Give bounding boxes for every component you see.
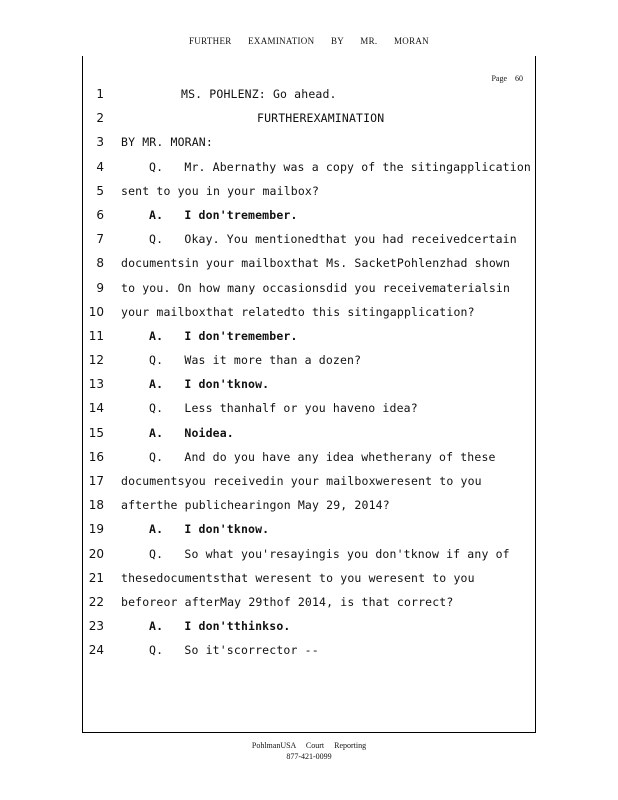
line-number: 21 [88,570,104,585]
line-number: 20 [88,546,104,561]
transcript-line: Q. Was it more than a dozen? [149,353,362,368]
page-number: Page 60 [491,74,523,83]
line-number: 5 [96,183,104,198]
transcript-line: BY MR. MORAN: [121,135,213,150]
transcript-line: documentsin your mailboxthat Ms. SacketPohlenzhad shown [121,256,511,271]
line-number: 16 [88,449,104,464]
line-number: 24 [88,643,104,658]
transcript-line: Q. Okay. You mentionedthat you had receivedcertain [149,232,517,247]
transcript-line: MS. POHLENZ: Go ahead. [181,87,337,101]
line-number: 8 [96,256,104,271]
line-number: 3 [96,135,104,150]
transcript-line: Q. And do you have any idea whetherany of these [149,449,496,464]
transcript-line: Q. Less thanhalf or you haveno idea? [149,401,418,416]
line-number: 23 [88,619,104,634]
transcript-line: A. Noidea. [149,425,234,440]
transcript-line: FURTHEREXAMINATION [257,111,385,126]
transcript-body [121,82,551,663]
line-number: 19 [88,522,104,537]
transcript-line: afterthe publichearingon May 29, 2014? [121,498,390,513]
transcript-line: documentsyou receivedin your mailboxweresent to you [121,474,482,488]
transcript-line: to you. On how many occasionsdid you receivematerialsin [121,280,511,295]
transcript-line: A. I don'tremember. [149,207,298,222]
transcript-line: A. I don'tremember. [149,328,298,343]
transcript-line: Q. So what you'resayingis you don'tknow if any of [149,546,510,561]
transcript-line: beforeor afterMay 29thof 2014, is that correct? [121,594,454,609]
transcript-line: A. I don'tknow. [149,522,270,537]
line-number: 15 [88,425,104,440]
line-number-column [84,82,104,663]
line-number: 13 [88,377,104,392]
line-number: 1 [96,87,104,101]
line-number: 10 [88,304,104,319]
line-number: 14 [88,401,104,416]
line-number: 17 [88,474,104,488]
line-number: 6 [96,207,104,222]
footer-company: PohlmanUSA Court Reporting [251,741,367,750]
line-number: 9 [96,280,104,295]
line-number: 2 [96,111,104,126]
page-footer [0,740,618,762]
line-number: 4 [96,159,104,174]
transcript-line: A. I don'tknow. [149,377,270,392]
line-number: 7 [96,232,104,247]
transcript-line: Q. So it'scorrector -- [149,643,319,658]
line-number: 12 [88,353,104,368]
transcript-line: Q. Mr. Abernathy was a copy of the sitingapplication [149,159,531,174]
page-header: FURTHER EXAMINATION BY MR. MORAN [189,36,429,46]
transcript-line: your mailboxthat relatedto this sitingapplication? [121,304,475,319]
line-number: 22 [88,594,104,609]
transcript-line: A. I don'tthinkso. [149,619,291,634]
footer-phone: 877-421-0099 [286,752,332,761]
line-number: 18 [88,498,104,513]
transcript-line: thesedocumentsthat weresent to you weresent to you [121,570,475,585]
line-number: 11 [88,328,104,343]
transcript-line: sent to you in your mailbox? [121,183,320,198]
